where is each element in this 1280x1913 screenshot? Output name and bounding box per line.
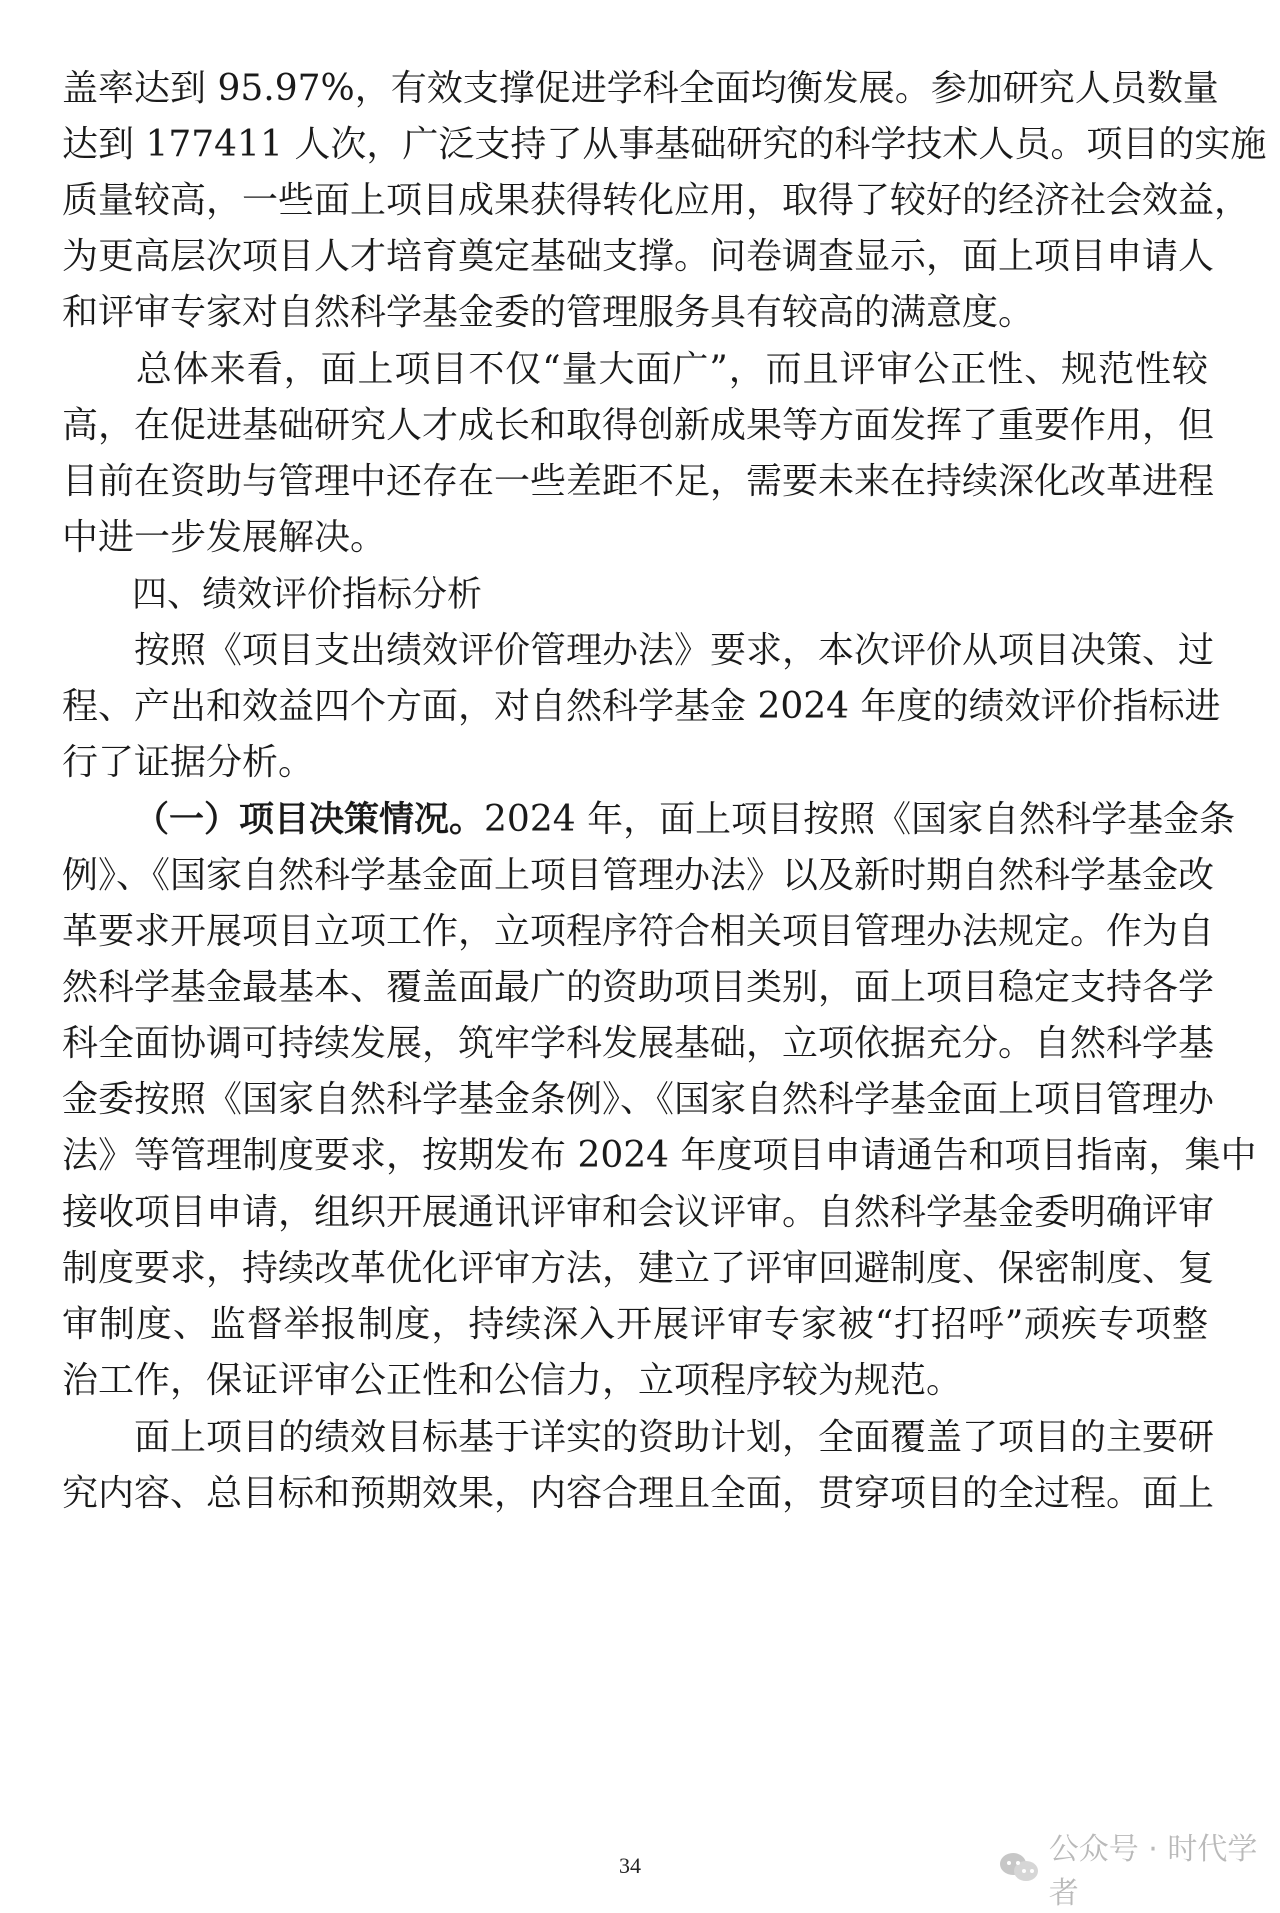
text-line: 革要求开展项目立项工作，立项程序符合相关项目管理办法规定。作为自 xyxy=(62,911,1215,952)
text-line: 面上项目的绩效目标基于详实的资助计划，全面覆盖了项目的主要研 xyxy=(62,1417,1215,1458)
text-line: 目前在资助与管理中还存在一些差距不足，需要未来在持续深化改革进程 xyxy=(62,461,1215,502)
text-line: 治工作，保证评审公正性和公信力，立项程序较为规范。 xyxy=(62,1360,963,1401)
text-line: 高，在促进基础研究人才成长和取得创新成果等方面发挥了重要作用，但 xyxy=(62,405,1215,446)
text-line: 究内容、总目标和预期效果，内容合理且全面，贯穿项目的全过程。面上 xyxy=(62,1473,1215,1514)
text-line: 金委按照《国家自然科学基金条例》、《国家自然科学基金面上项目管理办 xyxy=(62,1079,1215,1120)
watermark-text: 公众号 · 时代学者 xyxy=(1048,1832,1258,1911)
page-number: 34 xyxy=(619,1853,641,1878)
text-line: 行了证据分析。 xyxy=(62,742,315,783)
text-line: 法》等管理制度要求，按期发布 2024 年度项目申请通告和项目指南，集中 xyxy=(62,1135,1257,1176)
text-line: 中进一步发展解决。 xyxy=(62,517,387,558)
text-line: 为更高层次项目人才培育奠定基础支撑。问卷调查显示，面上项目申请人 xyxy=(62,236,1215,277)
text-line: 程、产出和效益四个方面，对自然科学基金 2024 年度的绩效评价指标进 xyxy=(62,686,1221,727)
text-line: 达到 177411 人次，广泛支持了从事基础研究的科学技术人员。项目的实施 xyxy=(62,124,1267,165)
text-line: 盖率达到 95.97%，有效支撑促进学科全面均衡发展。参加研究人员数量 xyxy=(62,68,1219,109)
wechat-icon xyxy=(1000,1851,1039,1885)
section-heading: 四、绩效评价指标分析 xyxy=(62,575,483,615)
text-line: 接收项目申请，组织开展通讯评审和会议评审。自然科学基金委明确评审 xyxy=(62,1192,1215,1233)
text-line: 和评审专家对自然科学基金委的管理服务具有较高的满意度。 xyxy=(62,292,1035,333)
text-line: 按照《项目支出绩效评价管理办法》要求，本次评价从项目决策、过 xyxy=(62,630,1215,671)
text-line: 总体来看，面上项目不仅“量大面广”，而且评审公正性、规范性较 xyxy=(62,349,1208,390)
text-line: 制度要求，持续改革优化评审方法，建立了评审回避制度、保密制度、复 xyxy=(62,1248,1215,1289)
text-span: 2024 年，面上项目按照《国家自然科学基金条 xyxy=(484,799,1236,840)
subsection-heading: （一）项目决策情况。 xyxy=(134,800,485,840)
watermark xyxy=(1000,1832,1280,1911)
text-line: 科全面协调可持续发展，筑牢学科发展基础，立项依据充分。自然科学基 xyxy=(62,1023,1215,1064)
text-line: 质量较高，一些面上项目成果获得转化应用，取得了较好的经济社会效益， xyxy=(62,180,1251,221)
text-line: 然科学基金最基本、覆盖面最广的资助项目类别，面上项目稳定支持各学 xyxy=(62,967,1215,1008)
text-line: 审制度、监督举报制度，持续深入开展评审专家被“打招呼”顽疾专项整 xyxy=(62,1304,1208,1345)
text-line: 例》、《国家自然科学基金面上项目管理办法》以及新时期自然科学基金改 xyxy=(62,855,1215,896)
